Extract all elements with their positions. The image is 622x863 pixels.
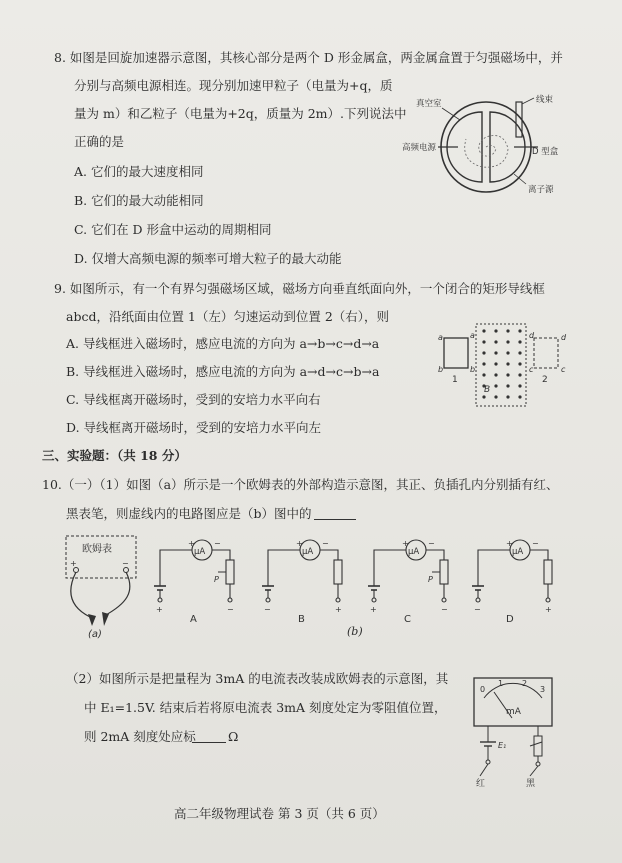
- label-red: 红: [476, 779, 486, 788]
- circuit-label-b: B: [298, 614, 305, 625]
- q8-option-c: C. 它们在 D 形盒中运动的周期相同: [74, 222, 272, 237]
- field-dot: [494, 362, 497, 365]
- svg-text:−: −: [322, 539, 329, 548]
- field-dot: [518, 362, 521, 365]
- q9-option-d: D. 导线框离开磁场时，受到的安培力水平向左: [66, 420, 322, 435]
- milliammeter-figure: [468, 672, 560, 788]
- field-dot: [482, 351, 485, 354]
- field-dot: [494, 373, 497, 376]
- field-dot: [506, 384, 509, 387]
- field-dot: [506, 395, 509, 398]
- q10-part2-unit: Ω: [228, 729, 239, 744]
- section-heading: 三、实验题：（共 18 分）: [42, 448, 187, 463]
- svg-text:−: −: [122, 559, 129, 568]
- field-dot: [506, 351, 509, 354]
- label-position-2: 2: [542, 375, 548, 385]
- page-footer: 高二年级物理试卷 第 3 页（共 6 页）: [174, 806, 385, 821]
- field-dot: [494, 395, 497, 398]
- q9-line1: 9. 如图所示，有一个有界匀强磁场区域，磁场方向垂直纸面向外，一个闭合的矩形导线框: [54, 281, 545, 296]
- label-d3: d: [561, 333, 567, 342]
- field-dot: [518, 340, 521, 343]
- q10-part2-line3: 则 2mA 刻度处应标: [84, 729, 196, 744]
- svg-text:−: −: [441, 605, 448, 614]
- tick-3: 3: [540, 685, 546, 694]
- label-position-1: 1: [452, 375, 458, 385]
- label-a1: a: [438, 333, 443, 342]
- label-d2: d: [529, 331, 535, 340]
- svg-text:−: −: [264, 605, 271, 614]
- field-dot: [518, 373, 521, 376]
- q8-line3: 量为 m）和乙粒子（电量为+2q，质量为 2m）.下列说法中: [74, 106, 407, 121]
- q10-part2-line1: （2）如图所示是把量程为 3mA 的电流表改装成欧姆表的示意图，其: [66, 671, 449, 686]
- microammeter-label: μA: [302, 547, 314, 557]
- field-dot: [494, 351, 497, 354]
- tick-2: 2: [522, 679, 528, 688]
- q8-option-a: A. 它们的最大速度相同: [74, 164, 204, 179]
- field-dot: [482, 340, 485, 343]
- rheostat-p-label: P: [428, 575, 433, 584]
- q9-option-a: A. 导线框进入磁场时，感应电流的方向为 a→b→c→d→a: [66, 336, 380, 351]
- field-dot: [518, 384, 521, 387]
- q10-line1: 10.（一）（1）如图（a）所示是一个欧姆表的外部构造示意图，其正、负插孔内分别插有红、: [42, 477, 559, 492]
- field-dot: [506, 373, 509, 376]
- q8-line4: 正确的是: [74, 134, 125, 149]
- svg-text:+: +: [70, 559, 77, 568]
- svg-text:+: +: [156, 605, 163, 614]
- microammeter-label: μA: [512, 547, 524, 557]
- svg-text:+: +: [335, 605, 342, 614]
- label-vacuum: 真空室: [416, 99, 442, 109]
- field-dot: [494, 384, 497, 387]
- svg-text:+: +: [545, 605, 552, 614]
- label-a2: a: [470, 331, 475, 340]
- q10-part2-answer-blank: [192, 742, 226, 743]
- q8-line2: 分别与高频电源相连。现分别加速甲粒子（电量为+q，质: [74, 78, 393, 93]
- q8-option-d: D. 仅增大高频电源的频率可增大粒子的最大动能: [74, 251, 342, 266]
- circuit-b: [262, 539, 342, 614]
- magnetic-field-figure: [430, 318, 610, 414]
- svg-text:+: +: [296, 539, 303, 548]
- caption-b: (b): [347, 625, 363, 638]
- field-dot: [494, 329, 497, 332]
- svg-text:+: +: [506, 539, 513, 548]
- q9-option-b: B. 导线框进入磁场时，感应电流的方向为 a→d→c→b→a: [66, 364, 380, 379]
- label-c3: c: [561, 365, 566, 374]
- label-dbox: D 型盒: [532, 147, 559, 157]
- field-dot: [494, 340, 497, 343]
- label-b2: b: [470, 365, 476, 374]
- label-b1: b: [438, 365, 444, 374]
- circuit-options-b: [148, 536, 558, 636]
- svg-text:−: −: [532, 539, 539, 548]
- tick-0: 0: [480, 685, 486, 694]
- svg-text:−: −: [474, 605, 481, 614]
- field-dot: [482, 395, 485, 398]
- svg-text:−: −: [227, 605, 234, 614]
- circuit-d: [472, 539, 552, 614]
- circuit-a: [154, 539, 234, 614]
- q10-answer-blank: [314, 519, 356, 520]
- caption-a: (a): [88, 629, 102, 640]
- label-ion-source: 离子源: [528, 185, 554, 195]
- circuit-label-c: C: [404, 614, 411, 625]
- svg-text:+: +: [402, 539, 409, 548]
- q10-part2-line2: 中 E₁=1.5V. 结束后若将原电流表 3mA 刻度处定为零阻值位置，: [84, 700, 447, 715]
- label-e1: E₁: [498, 741, 507, 750]
- field-dot: [518, 351, 521, 354]
- field-dot: [482, 329, 485, 332]
- label-hf-source: 高频电源: [402, 143, 437, 153]
- field-dot: [482, 373, 485, 376]
- q8-line1: 8. 如图是回旋加速器示意图，其核心部分是两个 D 形金属盒，两金属盒置于匀强磁场中，并: [54, 50, 563, 65]
- field-dot: [482, 362, 485, 365]
- label-c2: c: [529, 365, 534, 374]
- field-dot: [506, 329, 509, 332]
- field-dot: [518, 329, 521, 332]
- q10-line2: 黑表笔，则虚线内的电路图应是（b）图中的: [66, 506, 312, 521]
- label-beam: 线束: [536, 95, 554, 105]
- circuit-c: [368, 539, 448, 614]
- microammeter-label: μA: [408, 547, 420, 557]
- microammeter-label: μA: [194, 547, 206, 557]
- circuit-label-a: A: [190, 614, 197, 625]
- field-dot: [506, 340, 509, 343]
- q9-option-c: C. 导线框离开磁场时，受到的安培力水平向右: [66, 392, 321, 407]
- cyclotron-figure: [398, 92, 578, 202]
- field-dot: [518, 395, 521, 398]
- label-black: 黑: [526, 779, 536, 788]
- meter-unit: mA: [506, 707, 521, 717]
- q9-line2: abcd，沿纸面由位置 1（左）匀速运动到位置 2（右），则: [66, 309, 390, 324]
- svg-text:−: −: [428, 539, 435, 548]
- ohmmeter-figure-a: [60, 532, 148, 640]
- rheostat-p-label: P: [214, 575, 219, 584]
- q8-option-b: B. 它们的最大动能相同: [74, 193, 204, 208]
- field-dot: [506, 362, 509, 365]
- tick-1: 1: [498, 679, 504, 688]
- label-field-B: B: [484, 385, 491, 395]
- svg-text:+: +: [188, 539, 195, 548]
- circuit-label-d: D: [506, 614, 514, 625]
- svg-text:−: −: [214, 539, 221, 548]
- svg-text:+: +: [370, 605, 377, 614]
- ohmmeter-label: 欧姆表: [82, 544, 112, 555]
